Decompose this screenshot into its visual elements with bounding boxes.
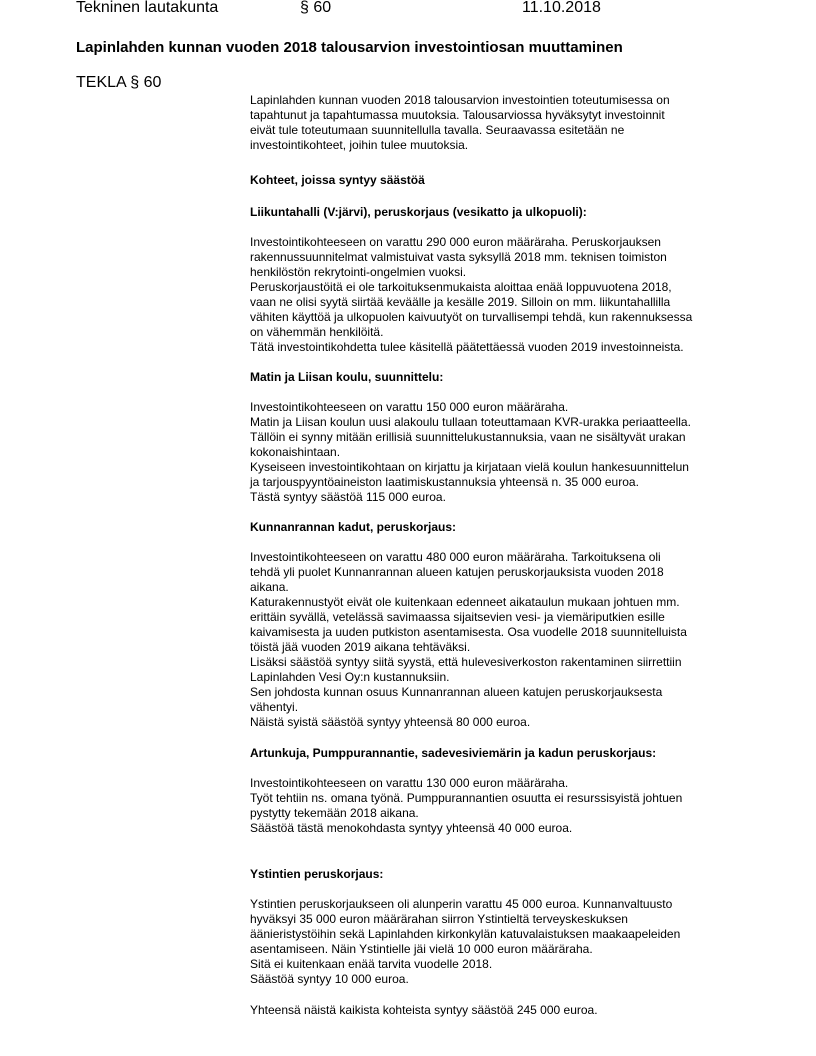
savings-heading: Kohteet, joissa syntyy säästöä — [250, 173, 425, 187]
item-line: hyväksyi 35 000 euron määrärahan siirron Ystintieltä terveyskeskuksen — [250, 912, 628, 926]
item-line: Sen johdosta kunnan osuus Kunnanrannan alueen katujen peruskorjauksesta — [250, 685, 663, 699]
item-line: Tätä investointikohdetta tulee käsitellä päätettäessä vuoden 2019 investoinneista. — [250, 340, 684, 354]
document-body — [250, 93, 745, 1018]
item-text — [250, 400, 745, 505]
item-line: Lapinlahden Vesi Oy:n kustannuksiin. — [250, 670, 450, 684]
item-line: asentamiseen. Näin Ystintielle jäi vielä 10 000 euron määräraha. — [250, 942, 593, 956]
item-line: Työt tehtiin ns. omana työnä. Pumppurannantien osuutta ei resurssisyistä johtuen — [250, 791, 683, 805]
item-line: tehdä yli puolet Kunnanrannan alueen katujen peruskorjauksista vuoden 2018 — [250, 565, 664, 579]
item-line: äänieristystöihin sekä Lapinlahden kirkonkylän katuvalaistuksen maakaapeleiden — [250, 927, 681, 941]
item-line: Ystintien peruskorjaukseen oli alunperin varattu 45 000 euroa. Kunnanvaltuusto — [250, 897, 673, 911]
item-line: henkilöstön rekrytointi-ongelmien vuoksi. — [250, 265, 467, 279]
item-heading: Matin ja Liisan koulu, suunnittelu: — [250, 370, 444, 384]
item-line: Kyseiseen investointikohtaan on kirjattu ja kirjataan vielä koulun hankesuunnittelun — [250, 460, 689, 474]
item-text — [250, 235, 745, 355]
item-line: vähentyi. — [250, 700, 299, 714]
item-line: Investointikohteeseen on varattu 130 000 euron määräraha. — [250, 776, 569, 790]
intro-paragraph — [250, 93, 745, 153]
intro-line: eivät tule toteutumaan suunnitellulla tavalla. Seuraavassa esitetään ne — [250, 123, 625, 137]
document-title: Lapinlahden kunnan vuoden 2018 talousarvion investointiosan muuttaminen — [76, 39, 623, 56]
item-line: Katurakennustyöt eivät ole kuitenkaan edenneet aikataulun mukaan johtuen mm. — [250, 595, 680, 609]
item-line: on vähemmän henkilöitä. — [250, 325, 384, 339]
item-text — [250, 550, 745, 730]
committee-name: Tekninen lautakunta — [76, 0, 219, 16]
item-line: kokonaishintaan. — [250, 445, 341, 459]
item-line: vähiten käyttöä ja ulkopuolen kaivuutyöt on turvallisempi tehdä, kun rakennuksessa — [250, 310, 693, 324]
item-line: töistä jää vuoden 2019 aikana tehtäväksi. — [250, 640, 471, 654]
meeting-date: 11.10.2018 — [522, 0, 601, 16]
item-heading: Artunkuja, Pumppurannantie, sadevesiviemärin ja kadun peruskorjaus: — [250, 746, 657, 760]
item-line: kaivamisesta ja uuden putkiston asentamisesta. Osa vuodelle 2018 suunnitelluista — [250, 625, 687, 639]
item-line: Säästöä syntyy 10 000 euroa. — [250, 972, 409, 986]
item-line: Matin ja Liisan koulun uusi alakoulu tullaan toteuttamaan KVR-urakka periaatteella. — [250, 415, 691, 429]
intro-line: tapahtunut ja tapahtumassa muutoksia. Talousarviossa hyväksytyt investoinnit — [250, 108, 665, 122]
total-savings: Yhteensä näistä kaikista kohteista syntyy säästöä 245 000 euroa. — [250, 1003, 598, 1017]
item-line: Investointikohteeseen on varattu 150 000 euron määräraha. — [250, 400, 569, 414]
item-line: aikana. — [250, 580, 289, 594]
item-line: Investointikohteeseen on varattu 480 000 euron määräraha. Tarkoituksena oli — [250, 550, 661, 564]
intro-line: Lapinlahden kunnan vuoden 2018 talousarvion investointien toteutumisessa on — [250, 93, 670, 107]
item-line: Tästä syntyy säästöä 115 000 euroa. — [250, 490, 446, 504]
item-line: Peruskorjaustöitä ei ole tarkoituksenmukaista aloittaa enää loppuvuotena 2018, — [250, 280, 672, 294]
item-line: Näistä syistä säästöä syntyy yhteensä 80 000 euroa. — [250, 715, 531, 729]
item-line: ja tarjouspyyntöaineiston laatimiskustannuksia yhteensä n. 35 000 euroa. — [250, 475, 639, 489]
item-line: pystytty tekemään 2018 aikana. — [250, 806, 419, 820]
section-label: TEKLA § 60 — [76, 74, 162, 91]
item-line: Säästöä tästä menokohdasta syntyy yhteensä 40 000 euroa. — [250, 821, 573, 835]
item-line: Investointikohteeseen on varattu 290 000 euron määräraha. Peruskorjauksen — [250, 235, 661, 249]
item-text — [250, 897, 745, 987]
item-line: Lisäksi säästöä syntyy siitä syystä, että hulevesiverkoston rakentaminen siirrettiin — [250, 655, 682, 669]
item-line: rakennussuunnitelmat valmistuivat vasta syksyllä 2018 mm. teknisen toimiston — [250, 250, 667, 264]
item-heading: Ystintien peruskorjaus: — [250, 867, 384, 881]
item-heading: Kunnanrannan kadut, peruskorjaus: — [250, 520, 457, 534]
item-line: Tällöin ei synny mitään erillisiä suunnittelukustannuksia, vaan ne sisältyvät urakan — [250, 430, 686, 444]
intro-line: investointikohteet, joihin tulee muutoksia. — [250, 138, 469, 152]
item-line: vaan ne olisi syytä siirtää keväälle ja kesälle 2019. Silloin on mm. liikuntahallilla — [250, 295, 671, 309]
item-line: Sitä ei kuitenkaan enää tarvita vuodelle 2018. — [250, 957, 493, 971]
paragraph-number: § 60 — [300, 0, 332, 16]
item-heading: Liikuntahalli (V:järvi), peruskorjaus (vesikatto ja ulkopuoli): — [250, 205, 587, 219]
item-line: erittäin syvällä, vetelässä savimaassa sijaitsevien vesi- ja viemäriputkien esille — [250, 610, 665, 624]
item-text — [250, 776, 745, 836]
